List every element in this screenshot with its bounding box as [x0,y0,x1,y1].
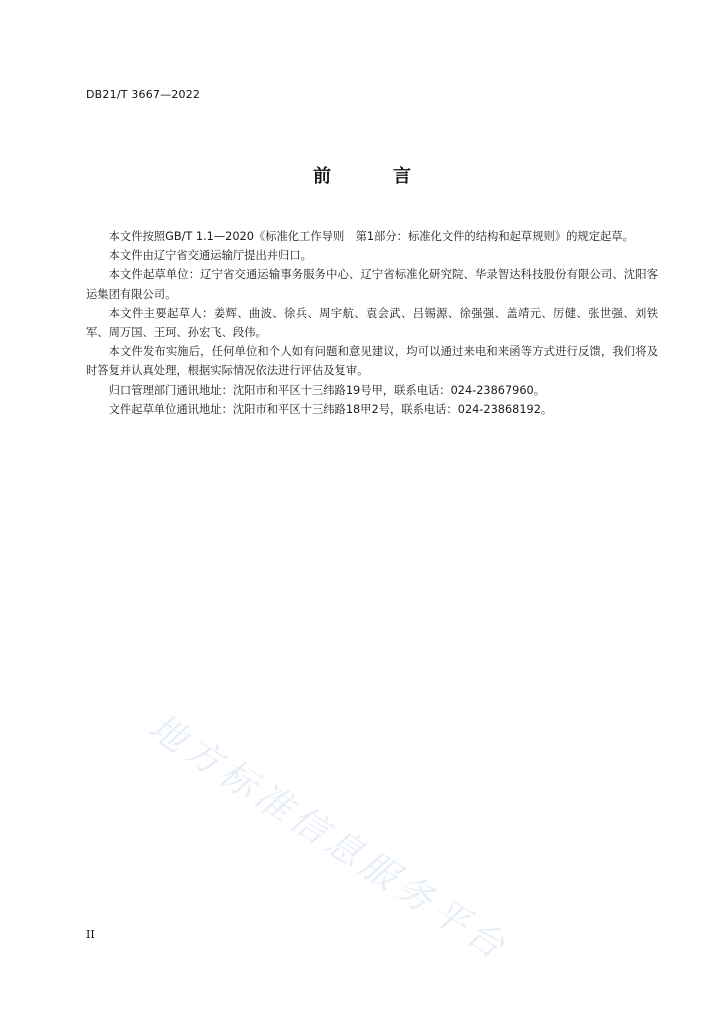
foreword-body [86,227,658,419]
paragraph-drafting-rules: 本文件按照GB/T 1.1—2020《标准化工作导则 第1部分：标准化文件的结构和起草规则》的规定起草。 [108,230,634,243]
page-number: II [86,928,95,941]
watermark: 地方标准信息服务平台 [141,706,516,970]
paragraph-feedback: 本文件发布实施后，任何单位和个人如有问题和意见建议，均可以通过来电和来函等方式进行反馈，我们将及时答复并认真处理，根据实际情况依法进行评估及复审。 [86,345,658,378]
standard-code: DB21/T 3667—2022 [86,88,201,101]
paragraph-proposer: 本文件由辽宁省交通运输厅提出并归口。 [108,249,312,263]
paragraph-drafting-units: 本文件起草单位：辽宁省交通运输事务服务中心、辽宁省标准化研究院、华录智达科技股份有限公司、沈阳客运集团有限公司。 [86,268,658,301]
paragraph-drafter-address: 文件起草单位通讯地址：沈阳市和平区十三纬路18甲2号，联系电话：024-23868192。 [108,402,553,416]
paragraph-drafters: 本文件主要起草人：姜辉、曲波、徐兵、周宇航、袁会武、吕锡源、徐强强、盖靖元、厉健、张世强、刘铁军、周万国、王珂、孙宏飞、段伟。 [86,306,658,340]
page-title: 前 言 [313,166,433,187]
paragraph-management-address: 归口管理部门通讯地址：沈阳市和平区十三纬路19号甲，联系电话：024-23867960。 [108,383,546,397]
